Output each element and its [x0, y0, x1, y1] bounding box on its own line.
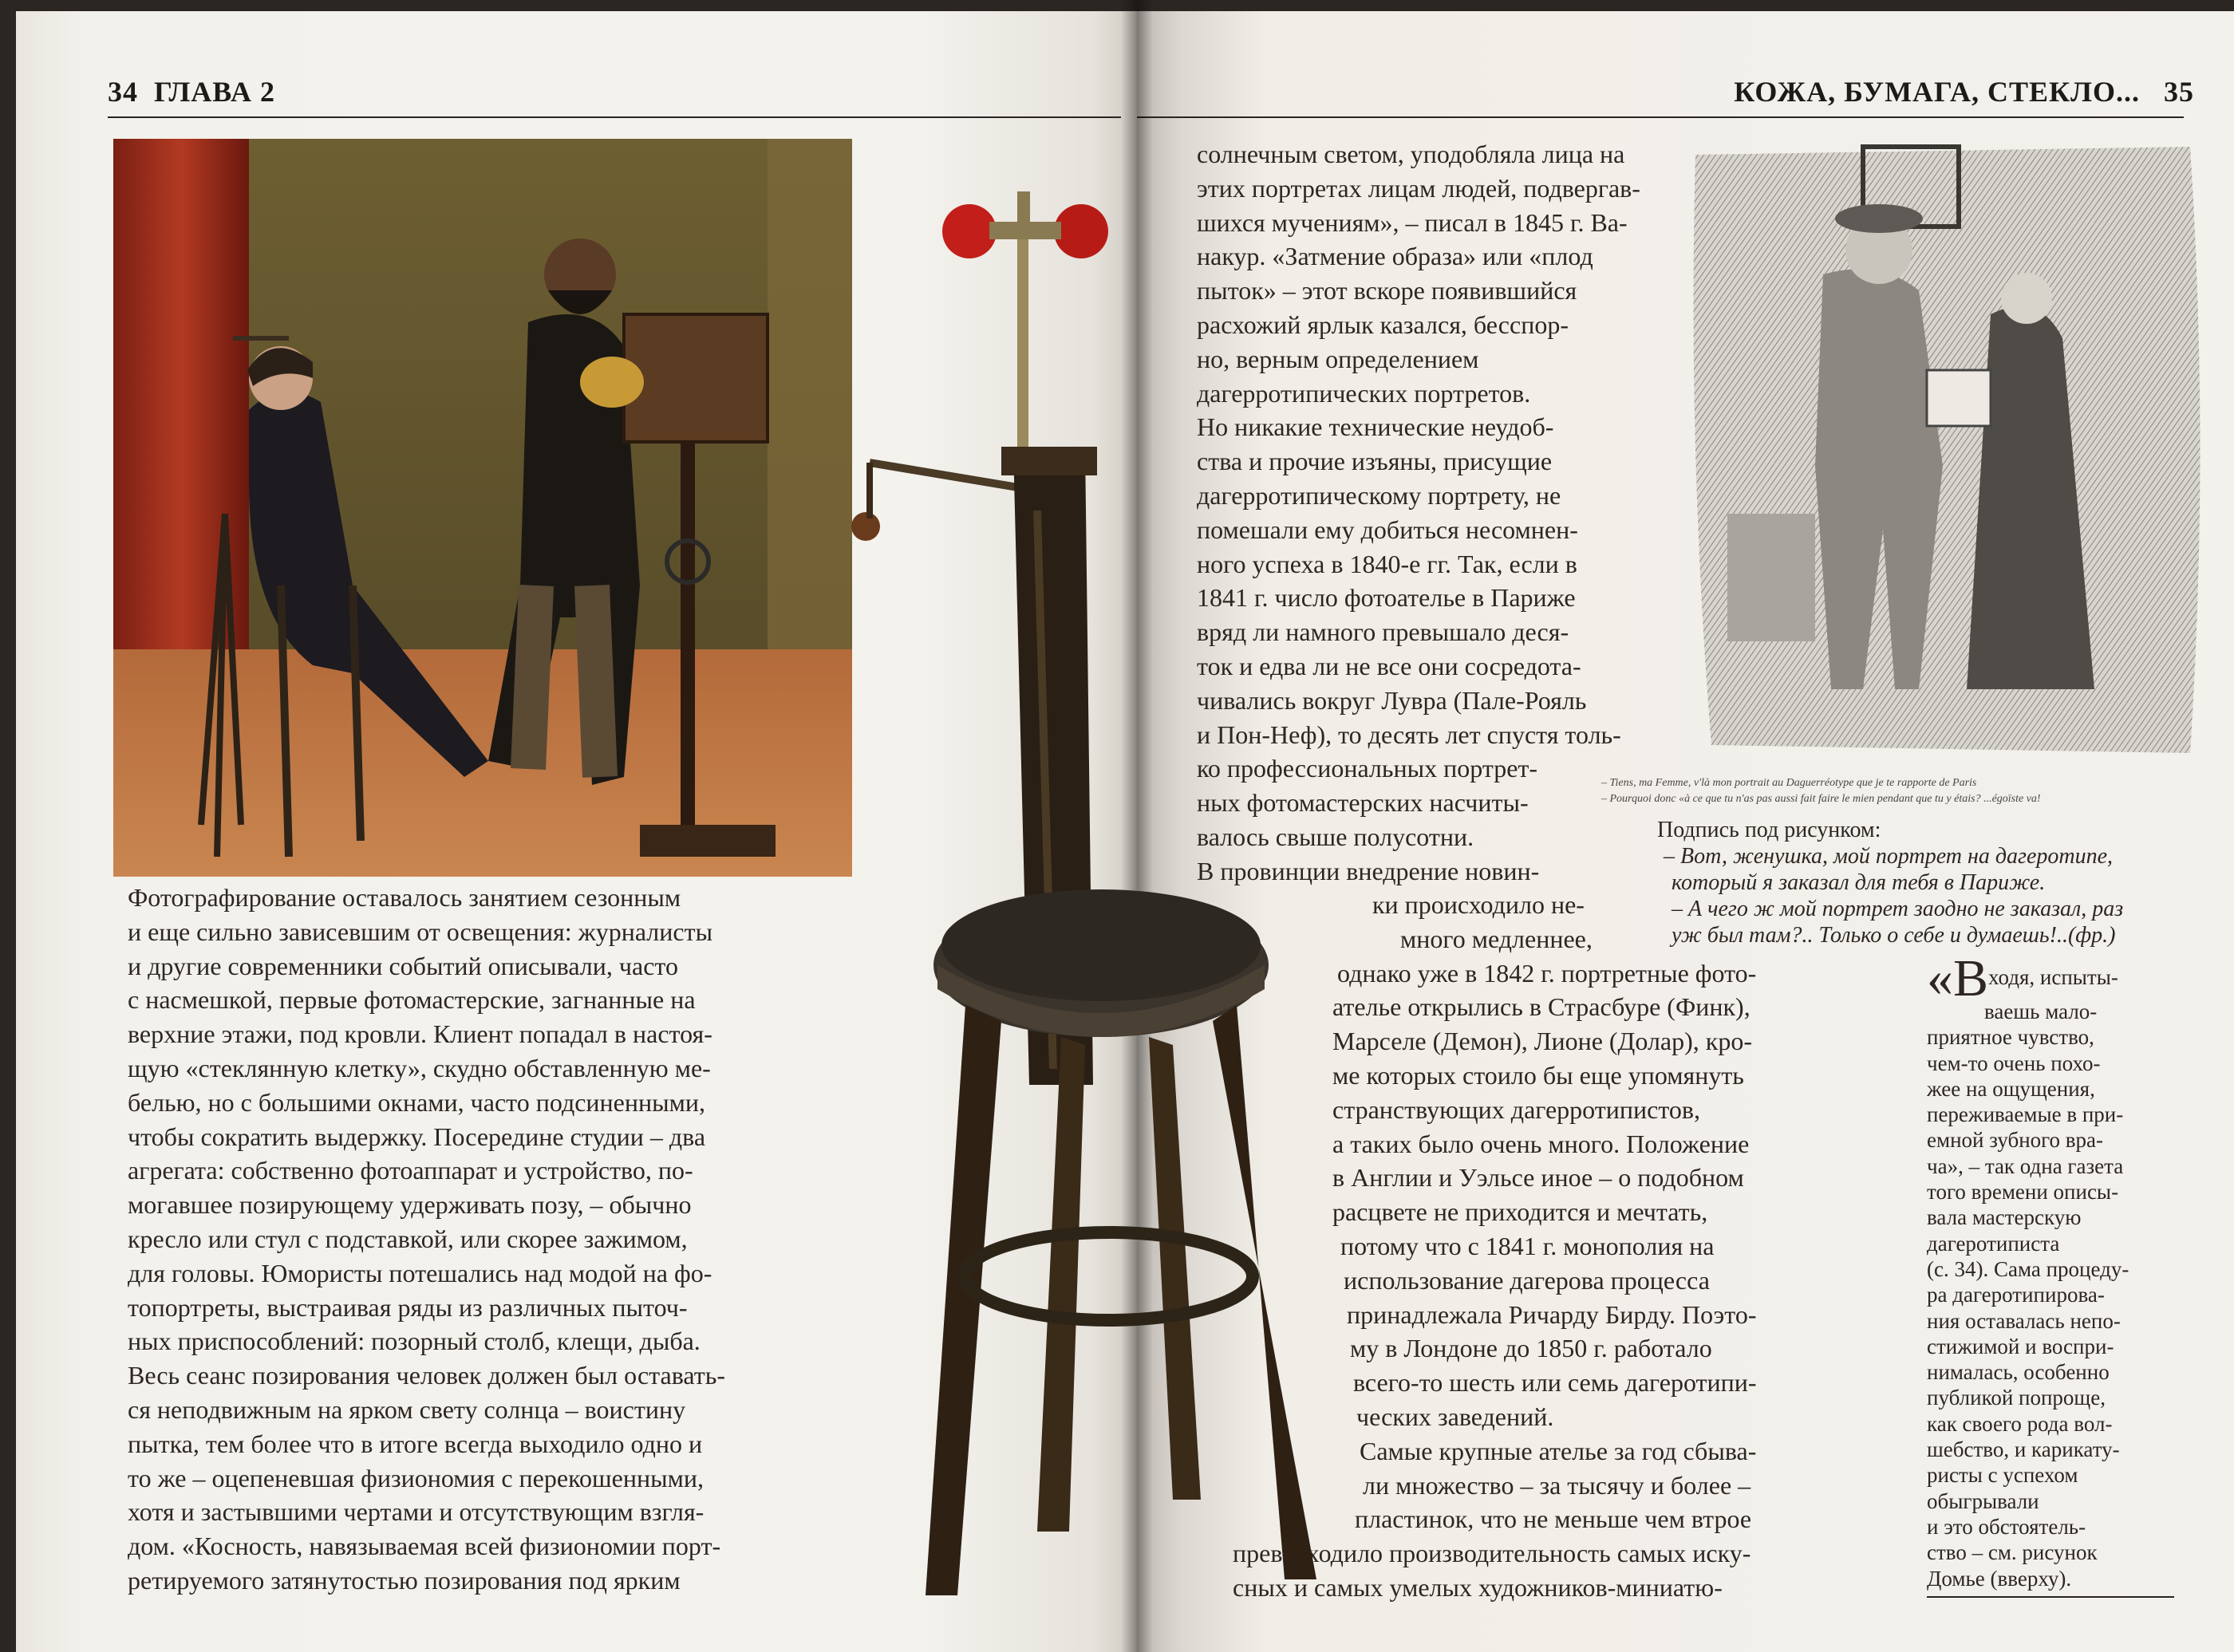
text-line: то же – оцепеневшая физиономия с перекошенными,: [128, 1463, 704, 1492]
text-line: ме которых стоило бы еще упомянуть: [1332, 1060, 1744, 1090]
studio-painting: [113, 139, 852, 877]
text-line: белью, но с большими окнами, часто подсиненными,: [128, 1087, 705, 1117]
text-line: валось свыше полусотни.: [1197, 822, 1474, 851]
text-line: и еще сильно зависевшим от освещения: журналисты: [128, 917, 713, 946]
sidebar-line: ство – см. рисунок: [1927, 1540, 2098, 1565]
text-line: ретируемого затянутостью позирования под ярким: [128, 1565, 681, 1595]
text-line: щую «стеклянную клетку», скудно обставленную ме-: [128, 1053, 711, 1082]
text-line: использование дагерова процесса: [1344, 1265, 1710, 1295]
caption-line: – А чего ж мой портрет заодно не заказал, раз: [1672, 897, 2124, 921]
right-running-head: [1734, 75, 2194, 108]
text-line: ателье открылись в Страсбуре (Финк),: [1332, 992, 1750, 1022]
text-line: в Англии и Уэльсе иное – о подобном: [1332, 1163, 1744, 1193]
sidebar-line: вала мастерскую: [1927, 1205, 2082, 1230]
sidebar-line: обыгрывали: [1927, 1488, 2039, 1513]
text-line: ли множество – за тысячу и более –: [1363, 1470, 1751, 1500]
sidebar-rule: [1927, 1596, 2174, 1598]
sidebar-line: нималась, особенно: [1927, 1360, 2110, 1385]
text-line: ного успеха в 1840-е гг. Так, если в: [1197, 549, 1577, 578]
sidebar-line: стижимой и воспри-: [1927, 1334, 2114, 1358]
text-line: Но никакие технические неудоб-: [1197, 412, 1554, 442]
text-line: дагерротипических портретов.: [1197, 378, 1531, 408]
text-line: однако уже в 1842 г. портретные фото-: [1337, 958, 1757, 988]
sidebar-dropcap: «В: [1927, 949, 1989, 1007]
text-line: топортреты, выстраивая ряды из различных пыточ-: [128, 1292, 688, 1322]
text-line: Фотографирование оставалось занятием сезонным: [128, 883, 681, 912]
text-line: ческих заведений.: [1356, 1402, 1554, 1431]
sidebar-line: ра дагеротипирова-: [1927, 1283, 2105, 1307]
text-line: сных и самых умелых художников-миниатю-: [1233, 1572, 1723, 1602]
left-page-number: 34: [108, 76, 138, 108]
header-rule-right: [1137, 116, 2184, 118]
french-caption-line: – Pourquoi donc «à ce que tu n'as pas aussi fait faire le mien pendant que tu y étais? ...égoïste va!: [1601, 793, 2041, 805]
text-line: накур. «Затмение образа» или «плод: [1197, 242, 1593, 271]
text-line: принадлежала Ричарду Бирду. Поэто-: [1347, 1299, 1757, 1329]
sidebar-line: как своего рода вол-: [1927, 1411, 2113, 1436]
text-line: странствующих дагерротипистов,: [1332, 1094, 1700, 1124]
sidebar-line: ча», – так одна газета: [1927, 1153, 2124, 1178]
caption-line: уж был там?.. Только о себе и думаешь!..(фр.): [1672, 923, 2116, 948]
sidebar-line: емной зубного вра-: [1927, 1128, 2104, 1153]
sidebar-line: дагеротиписта: [1927, 1231, 2060, 1256]
posing-stool: [838, 175, 1396, 1595]
text-line: В провинции внедрение новин-: [1197, 856, 1540, 885]
text-line: 1841 г. число фотоателье в Париже: [1197, 583, 1576, 613]
text-line: чивались вокруг Лувра (Пале-Рояль: [1197, 685, 1587, 715]
sidebar-line: ходя, испыты-: [1988, 965, 2118, 989]
text-line: ных фотомастерских насчиты-: [1197, 788, 1529, 818]
text-line: ства и прочие изъяны, присущие: [1197, 447, 1553, 476]
running-head-title: КОЖА, БУМАГА, СТЕКЛО...: [1734, 76, 2140, 108]
text-line: а таких было очень много. Положение: [1332, 1129, 1750, 1158]
french-caption: [1601, 775, 2041, 807]
text-line: хотя и застывшими чертами и отсутствующим взгля-: [128, 1497, 705, 1527]
text-line: Марселе (Демон), Лионе (Долар), кро-: [1332, 1027, 1752, 1056]
text-line: ся неподвижным на ярком свету солнца – воистину: [128, 1394, 686, 1424]
text-line: ко профессиональных портрет-: [1197, 754, 1538, 783]
text-line: и Пон-Неф), то десять лет спустя толь-: [1197, 720, 1621, 749]
text-line: для головы. Юмористы потешались над модой на фо-: [128, 1258, 712, 1287]
sidebar-line: ристы с успехом: [1927, 1463, 2078, 1488]
sidebar-line: приятное чувство,: [1927, 1025, 2094, 1050]
sidebar-line: шебство, и карикату-: [1927, 1437, 2120, 1462]
text-line: много медленнее,: [1400, 924, 1593, 953]
sidebar-line: переживаемые в при-: [1927, 1102, 2124, 1127]
text-line: дом. «Косность, навязываемая всей физиономии порт-: [128, 1532, 721, 1561]
text-line: Самые крупные ателье за год сбыва-: [1360, 1436, 1757, 1465]
text-line: чтобы сократить выдержку. Посередине студии – два: [128, 1122, 706, 1151]
text-line: пытка, тем более что в итоге всегда выходило одно и: [128, 1429, 703, 1458]
text-line: кресло или стул с подставкой, или скорее зажимом,: [128, 1224, 688, 1253]
text-line: шихся мучениям», – писал в 1845 г. Ва-: [1197, 207, 1628, 237]
daumier-lithograph: [1679, 131, 2210, 769]
caption-line: – Вот, женушка, мой портрет на дагеротипе,: [1664, 844, 2114, 869]
sidebar-line: (с. 34). Сама процеду-: [1927, 1256, 2129, 1281]
text-line: верхние этажи, под кровли. Клиент попадал в настоя-: [128, 1019, 712, 1049]
text-line: всего-то шесть или семь дагеротипи-: [1353, 1368, 1757, 1398]
text-line: агрегата: собственно фотоаппарат и устройство, по-: [128, 1156, 693, 1185]
caption-title: Подпись под рисунком:: [1657, 818, 1881, 842]
text-line: расхожий ярлык казался, бесспор-: [1197, 310, 1569, 339]
right-page-number: 35: [2164, 76, 2194, 108]
text-line: с насмешкой, первые фотомастерские, загнанные на: [128, 985, 696, 1015]
text-line: ных приспособлений: позорный столб, клещи, дыба.: [128, 1327, 701, 1356]
text-line: дагерротипическому портрету, не: [1197, 480, 1561, 510]
text-line: но, верным определением: [1197, 344, 1479, 373]
sidebar-line: и это обстоятель-: [1927, 1514, 2086, 1539]
text-line: ки происходило не-: [1372, 890, 1585, 919]
text-line: помешали ему добиться несомнен-: [1197, 515, 1578, 544]
text-line: ток и едва ли не все они сосредота-: [1197, 651, 1581, 680]
text-line: потому что с 1841 г. монополия на: [1340, 1231, 1715, 1260]
text-line: и другие современники событий описывали, часто: [128, 951, 678, 980]
sidebar-line: публикой попроще,: [1927, 1386, 2106, 1410]
text-line: могавшее позирующему удерживать позу, – обычно: [128, 1190, 692, 1220]
sidebar-line: того времени описы-: [1927, 1180, 2119, 1205]
chapter-title: ГЛАВА 2: [154, 76, 276, 108]
left-body-text: [128, 881, 725, 1598]
text-line: солнечным светом, уподобляла лица на: [1197, 140, 1625, 168]
left-running-head: [108, 75, 275, 108]
text-line: пластинок, что не меньше чем втрое: [1355, 1504, 1752, 1534]
text-line: му в Лондоне до 1850 г. работало: [1350, 1334, 1712, 1363]
text-line: этих портретах лицам людей, подвергав-: [1197, 173, 1640, 203]
text-line: расцвете не приходится и мечтать,: [1332, 1197, 1708, 1227]
french-caption-line: – Tiens, ma Femme, v'là mon portrait au Daguerréotype que je te rapporte de Paris: [1601, 777, 1977, 789]
text-line: вряд ли намного превышало деся-: [1197, 617, 1569, 647]
sidebar-line: жее на ощущения,: [1927, 1076, 2095, 1101]
header-rule-left: [108, 116, 1121, 118]
sidebar-quote: [1927, 949, 2174, 1598]
text-line: превосходило производительность самых иску-: [1233, 1539, 1751, 1568]
sidebar-line: Домье (вверху).: [1927, 1566, 2072, 1591]
sidebar-line: ния оставалась непо-: [1927, 1308, 2121, 1333]
text-line: пыток» – этот вскоре появившийся: [1197, 276, 1577, 306]
text-line: Весь сеанс позирования человек должен был оставать-: [128, 1361, 726, 1390]
sidebar-line: чем-то очень похо-: [1927, 1051, 2101, 1075]
caption-line: который я заказал для тебя в Париже.: [1672, 870, 2046, 895]
sidebar-line: ваешь мало-: [1984, 999, 2098, 1023]
